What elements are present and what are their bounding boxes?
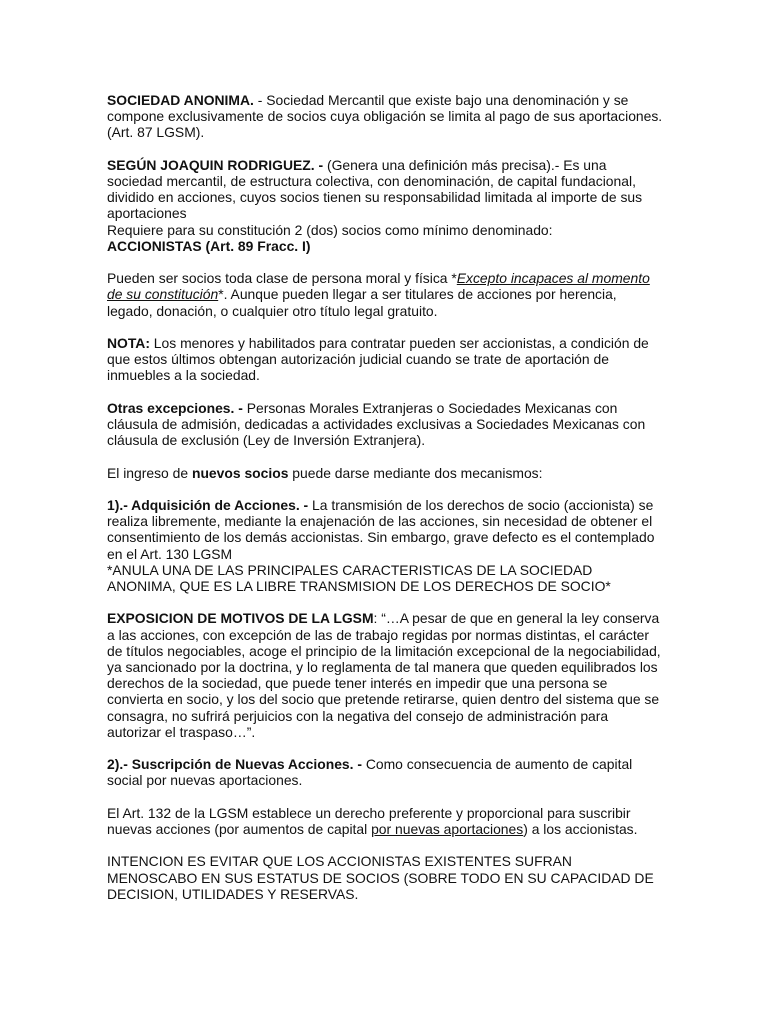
text-run: *. Aunque pueden llegar a ser titulares de acciones por herencia, (218, 286, 617, 303)
paragraph (107, 756, 663, 788)
text-line (107, 691, 663, 707)
text-line (107, 546, 663, 562)
text-run: Los menores y habilitados para contratar pueden ser accionistas, a condición de (149, 335, 649, 351)
text-run: El ingreso de (107, 464, 192, 481)
text-line (107, 238, 663, 254)
paragraph (107, 400, 663, 449)
paragraph (107, 853, 663, 902)
text-run: ) a los accionistas. (523, 821, 638, 837)
text-line (107, 108, 663, 124)
text-line (107, 643, 663, 659)
bold-text-run: 2).- Suscripción de Nuevas Acciones. - (107, 756, 362, 773)
text-line (107, 675, 663, 691)
text-line (107, 529, 663, 545)
text-run: (Genera una definición más precisa).- Es una (323, 156, 607, 173)
text-line (107, 886, 663, 902)
bold-text-run: SEGÚN JOAQUIN RODRIGUEZ. - (107, 156, 324, 173)
text-run: convierta en socio, y los del socio que pretende retirarse, quien dentro del sistema que se (107, 691, 660, 708)
text-run: compone exclusivamente de socios cuya obligación se limita al pago de sus aportaciones. (107, 108, 663, 125)
text-line (107, 562, 663, 578)
text-line (107, 286, 663, 302)
text-run: Excepto incapaces al momento (456, 270, 650, 287)
text-line (107, 205, 663, 221)
text-line (107, 578, 663, 594)
text-run: derechos de la sociedad, que puede tener interés en impedir que una persona se (107, 675, 608, 692)
text-line (107, 772, 663, 788)
text-run: autorizar el traspaso…”. (107, 723, 256, 740)
bold-text-run: Otras excepciones. - (107, 399, 243, 416)
text-line (107, 853, 663, 869)
text-run: que estos últimos obtengan autorización judicial cuando se trate de aportación de (107, 351, 609, 368)
text-run: aportaciones (107, 205, 187, 222)
text-run: social por nuevas aportaciones. (107, 772, 303, 789)
text-run: consentimiento de los demás accionistas. Sin embargo, grave defecto es el contemplado (107, 529, 655, 546)
paragraph (107, 335, 663, 384)
text-line (107, 92, 663, 108)
text-line (107, 821, 663, 837)
text-run: cláusula de admisión, dedicadas a actividades exclusivas a Sociedades Mexicanas con (107, 416, 646, 432)
text-line (107, 708, 663, 724)
text-line (107, 157, 663, 173)
text-run: Requiere para su constitución 2 (dos) socios como mínimo denominado: (107, 221, 553, 238)
text-line (107, 416, 663, 432)
text-line (107, 724, 663, 740)
text-line (107, 351, 663, 367)
text-run: - Sociedad Mercantil que existe bajo una denominación y se (253, 92, 629, 108)
paragraph (107, 610, 663, 740)
bold-text-run: EXPOSICION DE MOTIVOS DE LA LGSM (107, 610, 374, 627)
text-line (107, 189, 663, 205)
text-line (107, 400, 663, 416)
text-run: por nuevas aportaciones (371, 821, 524, 837)
text-run: en el Art. 130 LGSM (107, 545, 233, 562)
document-page (107, 92, 663, 918)
text-run: consagra, no sufrirá perjuicios con la negativa del consejo de administración para (107, 707, 609, 724)
text-line (107, 610, 663, 626)
text-run: INTENCION ES EVITAR QUE LOS ACCIONISTAS EXISTENTES SUFRAN (107, 853, 572, 870)
text-run: ANONIMA, QUE ES LA LIBRE TRANSMISION DE LOS DERECHOS DE SOCIO* (107, 578, 611, 594)
text-run: nuevas acciones (por aumentos de capital (107, 821, 372, 837)
text-run: puede darse mediante dos mecanismos: (288, 464, 543, 481)
text-line (107, 124, 663, 140)
text-line (107, 303, 663, 319)
text-run: realiza libremente, mediante la enajenación de las acciones, sin necesidad de obtener el (107, 513, 653, 530)
text-line (107, 367, 663, 383)
text-line (107, 870, 663, 886)
bold-text-run: nuevos socios (191, 464, 289, 481)
text-run: Personas Morales Extranjeras o Sociedades Mexicanas con (242, 399, 618, 416)
text-run: : “…A pesar de que en general la ley conserva (373, 610, 660, 627)
text-run: La transmisión de los derechos de socio (accionista) se (308, 496, 654, 513)
text-run: de su constitución (107, 286, 219, 303)
bold-text-run: ACCIONISTAS (Art. 89 Fracc. I) (107, 237, 311, 254)
bold-text-run: NOTA: (107, 335, 150, 351)
text-run: El Art. 132 de la LGSM establece un derecho preferente y proporcional para suscribir (107, 804, 631, 821)
text-run: (Art. 87 LGSM). (107, 124, 205, 141)
text-line (107, 335, 663, 351)
paragraph (107, 805, 663, 837)
text-run: *ANULA UNA DE LAS PRINCIPALES CARACTERISTICAS DE LA SOCIEDAD (107, 561, 593, 578)
text-line (107, 756, 663, 772)
text-run: legado, donación, o cualquier otro título legal gratuito. (107, 302, 438, 319)
text-line (107, 432, 663, 448)
text-run: sociedad mercantil, de estructura colectiva, con denominación, de capital fundacional, (107, 173, 636, 189)
text-line (107, 270, 663, 286)
text-line (107, 173, 663, 189)
text-run: DECISION, UTILIDADES Y RESERVAS. (107, 885, 359, 902)
text-run: Como consecuencia de aumento de capital (362, 756, 633, 773)
text-run: MENOSCABO EN SUS ESTATUS DE SOCIOS (SOBRE TODO EN SU CAPACIDAD DE (107, 869, 654, 886)
text-line (107, 222, 663, 238)
text-line (107, 497, 663, 513)
text-run: dividido en acciones, cuyos socios tienen su responsabilidad limitada al importe de sus (107, 189, 643, 206)
text-run: Pueden ser socios toda clase de persona moral y física * (107, 270, 457, 287)
text-run: cláusula de exclusión (Ley de Inversión Extranjera). (107, 432, 426, 449)
text-run: inmuebles a la sociedad. (107, 367, 260, 384)
bold-text-run: SOCIEDAD ANONIMA. (107, 92, 254, 108)
paragraph (107, 92, 663, 141)
paragraph (107, 465, 663, 481)
text-line (107, 465, 663, 481)
text-line (107, 805, 663, 821)
text-run: ya sancionado por la doctrina, y lo reglamenta de tal manera que queden equilibrados los (107, 659, 658, 675)
text-line (107, 627, 663, 643)
text-line (107, 513, 663, 529)
text-line (107, 659, 663, 675)
paragraph (107, 270, 663, 319)
paragraph (107, 157, 663, 254)
paragraph (107, 497, 663, 594)
text-run: de títulos negociables, acoge el principio de la limitación excepcional de la negociabilidad, (107, 642, 661, 659)
text-run: a las acciones, con excepción de las de trabajo regidas por normas distintas, el carácter (107, 626, 650, 643)
bold-text-run: 1).- Adquisición de Acciones. - (107, 496, 309, 513)
